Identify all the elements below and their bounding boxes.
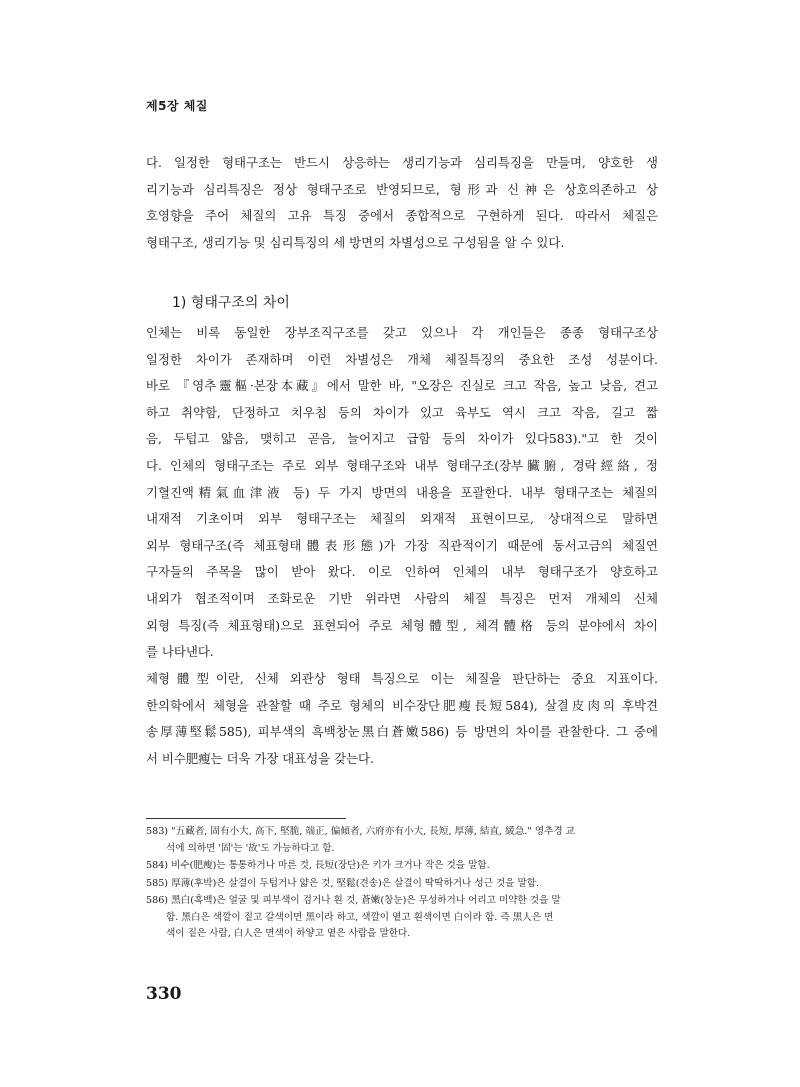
text-line: 기혈진액精氣血津液 등) 두 가지 방면의 내용을 포괄한다. 내부 형태구조는 체질의 [146,484,658,500]
text-line: 내외가 협조적이며 조화로운 기반 위라면 사람의 체질 특징은 먼저 개체의 신체 [146,590,658,606]
text-line: 일정한 차이가 존재하며 이런 차별성은 개체 체질특징의 중요한 조성 성분이다. [146,351,658,367]
text-line: 하고 취약함, 단정하고 치우침 등의 차이가 있고 육부도 역시 크고 작음, 길고 짧 [146,404,658,420]
footnote-line: 584) 비수(肥瘦)는 통통하거나 마른 것, 長短(장단)은 키가 크거나 작은 것을 말함. [146,860,490,871]
paragraph-1 [146,150,658,256]
text-line: 형태구조, 생리기능 및 심리특징의 세 방면의 차별성으로 구성됨을 알 수 있다. [146,234,565,250]
page-number: 330 [146,984,182,1004]
footnote-line: 색이 짙은 사람, 白人은 면색이 하얗고 옅은 사람을 말한다. [166,928,411,939]
text-line: 송厚薄堅鬆585), 피부색의 흑백창눈黑白蒼嫩586) 등 방면의 차이를 관찰한다. 그 중에 [146,724,658,740]
text-line: 를 나타낸다. [146,644,214,660]
footnotes [146,824,658,944]
footnote-584 [146,858,658,875]
footnote-585 [146,876,658,893]
paragraph-3 [146,666,658,772]
text-line: 체형體型이란, 신체 외관상 형태 특징으로 이는 체질을 판단하는 중요 지표이다. [146,671,658,686]
paragraph-2 [146,320,658,666]
text-line: 한의학에서 체형을 관찰할 때 주로 형체의 비수장단肥瘦長短584), 살결皮肉의 후박견 [146,697,658,713]
footnote-line: 석에 의하면 '固'는 '故'도 가능하다고 함. [166,842,335,854]
text-line: 다. 일정한 형태구조는 반드시 상응하는 생리기능과 심리특징을 만들며, 양호한 생 [146,155,658,170]
text-line: 호영향을 주어 체질의 고유 특징 중에서 종합적으로 구현하게 된다. 따라서 체질은 [146,208,658,224]
footnote-line: 585) 厚薄(후박)은 살결이 두텁거나 얇은 것, 堅鬆(견송)은 살결이 딱딱하거나 성근 것을 말함. [146,877,540,889]
running-header: 제5장 체질 [146,99,208,113]
text-line: 서 비수肥瘦는 더욱 가장 대표성을 갖는다. [146,750,374,766]
footnote-583 [146,824,658,857]
text-line: 외형 특징(즉 체표형태)으로 표현되어 주로 체형體型, 체격體格 등의 분야에서 차이 [146,617,658,633]
text-line: 바로 『영추靈樞·본장本藏』에서 말한 바, "오장은 진실로 크고 작음, 높고 낮음, 견고 [146,378,658,394]
text-line: 구자들의 주목을 많이 받아 왔다. 이로 인하여 인체의 내부 형태구조가 양호하고 [146,564,658,580]
footnote-divider [146,818,346,819]
text-line: 다. 인체의 형태구조는 주로 외부 형태구조와 내부 형태구조(장부臟腑, 경락經絡, 정 [146,457,658,473]
footnote-line: 583) "五藏者, 固有小大, 高下, 堅脆, 端正, 偏傾者, 六府亦有小大, 長短, 厚薄, 結直, 緩急." 영추경 교 [146,826,575,837]
footnote-line: 함. 黑白은 색깔이 짙고 갈색이면 黑이라 하고, 색깔이 옅고 흰색이면 白이라 함. 즉 黑人은 면 [166,911,554,923]
footnote-line: 586) 黑白(흑백)은 얼굴 및 피부색이 검거나 흰 것, 蒼嫩(창눈)은 무성하거나 어리고 미약한 것을 말 [146,895,561,906]
text-line: 음, 두텁고 얇음, 맺히고 곧음, 늘어지고 급함 등의 차이가 있다583)."고 한 것이 [146,431,658,447]
section-heading: 1) 형태구조의 차이 [172,295,290,311]
text-line: 리기능과 심리특징은 정상 형태구조로 반영되므로, 형形과 신神은 상호의존하고 상 [146,181,658,197]
text-line: 내재적 기초이며 외부 형태구조는 체질의 외재적 표현이므로, 상대적으로 말하면 [146,511,658,527]
footnote-586 [146,893,658,943]
text-line: 인체는 비록 동일한 장부조직구조를 갖고 있으나 각 개인들은 종종 형태구조상 [146,325,658,340]
text-line: 외부 형태구조(즉 체표형태體表形態)가 가장 직관적이기 때문에 동서고금의 체질연 [146,537,658,553]
